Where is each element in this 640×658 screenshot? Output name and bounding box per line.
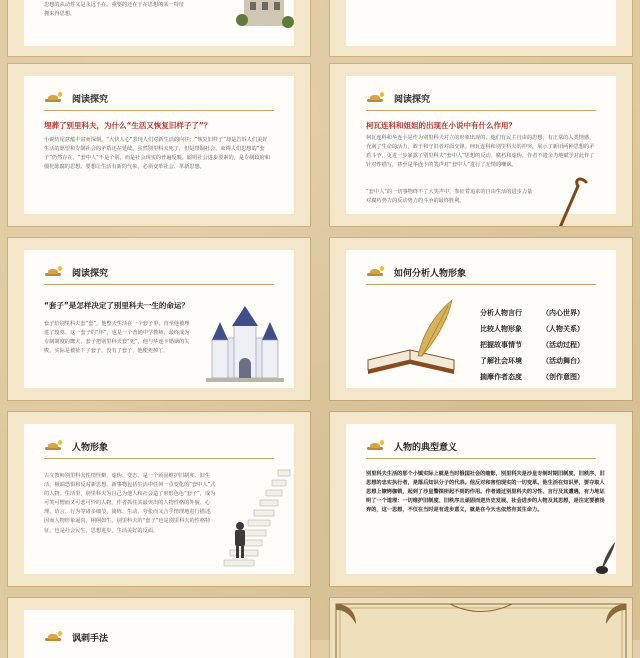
question: “套子”是怎样决定了别里科夫一生的命运？ <box>44 301 189 310</box>
slide-header <box>366 263 466 281</box>
slide-8 <box>8 598 310 658</box>
book-quill-image <box>362 298 462 388</box>
question: 埋葬了别里科夫，为什么“生活又恢复旧样子了”？ <box>44 121 212 130</box>
slide-title: 人物的典型意义 <box>394 442 458 453</box>
body-text: 小说结尾意蕴丰富而深刻。“大快人心”表现人们对新生活的向往；“恢复旧样子”却是告诉人们美好生活的愿望和专制社会的矛盾还在延续。虽然别里科夫死了，但是禁锢社会、束缚人们思想的“套子”仍然存在。“套中人”不是个别，而是社会现实的普遍反映。聪明社会进步要素的，是专制政府和僵化陈腐的思想。要想让生活有新的气象，必须变革社会、革新思想。 <box>44 137 270 171</box>
slide-card <box>24 0 294 46</box>
list-item: 揣摩作者态度 （创作意图） <box>480 373 584 381</box>
oil-lamp-icon <box>366 440 386 452</box>
divider <box>44 284 274 285</box>
staircase-man-image <box>220 454 294 574</box>
slide-card <box>24 250 294 388</box>
list-item: 把握故事情节 （活动过程） <box>480 341 584 349</box>
oil-lamp-icon <box>366 92 386 104</box>
slide-card <box>346 250 616 388</box>
slide-1b-text <box>366 0 566 1</box>
body-text-2: “套中人”的一切事物终不了大笑声中，参征着追求的自由生活的进步力量对腐朽势力的反动势力的斗争的最终胜利。 <box>366 189 533 205</box>
body-text: 古文教师别里科夫性情怪僻、虚伪、变态，是一个顽固维护旧制度、旧生活，极端恐惧和反对新思想、新事物包括生活中任何一点变化的“套中人”式的人物。生活里，别里科夫为自己为他人和社会造了形形色色“套子”，成为可笑可憎而又可悲可怜的人物。作者抓住其最突出的人物性格的外貌、心理、语言、行为等诸多细节，简练、生动、夸张而又合乎情理地进行描述，因而人物形象逼真，栩栩如生。别里科夫的“套子”也是别里科夫的性格特征，也是社会民生，思想进步，生活美好的反面。 <box>44 473 216 534</box>
list-item: 分析人物言行 （内心世界） <box>480 309 584 317</box>
slide-header <box>44 437 108 455</box>
slide-1 <box>8 0 310 56</box>
slide-1b <box>330 0 632 56</box>
analysis-list <box>480 308 584 388</box>
slide-header <box>366 437 457 455</box>
slide-header <box>366 89 430 107</box>
oil-lamp-icon <box>44 92 64 104</box>
slide-card <box>24 424 294 574</box>
slide-title: 阅读探究 <box>72 94 109 105</box>
slide-title: 讽刺手法 <box>72 633 109 644</box>
slide-4 <box>8 238 310 400</box>
slide-3 <box>330 64 632 226</box>
slide-card <box>346 424 616 574</box>
oil-lamp-icon <box>44 266 64 278</box>
slide-header <box>44 628 108 646</box>
oil-lamp-icon <box>44 631 64 643</box>
slide-9 <box>330 598 632 658</box>
slide-header <box>44 89 108 107</box>
slide-header <box>44 263 108 281</box>
slide-card <box>24 76 294 214</box>
slide-title: 人物形象 <box>72 442 109 453</box>
slide-5 <box>330 238 632 400</box>
divider <box>366 458 596 459</box>
divider <box>366 110 596 111</box>
slide-2 <box>8 64 310 226</box>
slide-1-text: 思想的从动性又是永远不在。重要的还在于在思想的某一特征 拥来得思想。 <box>44 2 185 18</box>
slide-title: 阅读探究 <box>72 268 109 279</box>
slide-7 <box>330 412 632 586</box>
building-image <box>236 0 296 30</box>
castle-image <box>204 304 286 384</box>
slide-title: 阅读探究 <box>394 94 431 105</box>
ornate-border-decoration <box>330 598 632 658</box>
oil-lamp-icon <box>44 440 64 452</box>
list-item: 比较人物形象 （人物关系） <box>480 325 584 333</box>
question: 柯瓦连科和姐姐的出现在小说中有什么作用？ <box>366 121 516 130</box>
walking-cane-icon <box>552 176 592 226</box>
slide-card <box>24 610 294 658</box>
oil-lamp-icon <box>366 266 386 278</box>
divider <box>366 284 596 285</box>
body-text: 套子给别里科夫套“套”，他整天生活在一个套子里，直至他被埋进了坟墓。这一套子的“坏”，也是一个普通中学教师，最终成为专制制度的鹰犬，套子把别里科夫套“死”，他与华连卡婚姻的失败，实际是被扯下了套子，没有了套子，他便死掉了。 <box>44 321 190 355</box>
slide-card <box>346 0 616 46</box>
divider <box>44 110 274 111</box>
quill-inkpot-icon <box>594 540 616 576</box>
slide-6 <box>8 412 310 586</box>
slide-title: 如何分析人物形象 <box>394 268 467 279</box>
slide-card <box>346 76 616 214</box>
list-item: 了解社会环境 （活动舞台） <box>480 357 584 365</box>
body-text: 柯瓦连科和华连卡是作为别里科夫对立的形象出现的，他们有民主自由的思想，有正常的人类情感，充满了生命的活力，敢于和守旧者对面交锋。柯瓦连科和别里科夫的冲突，展示了新旧两种思想的矛盾斗争，更进一步暴露了别里科夫“套中人”思想的反动、腐朽和虚伪。作者不遗余力地赋予对此作了针对性描写，甚至是华连卡的笑声对“套中人”进行了无情的嘲讽。 <box>366 135 595 169</box>
body-text: 别里科夫生活的那个小镇实际上就是当时俄国社会的缩影，别里科夫是沙皇专制时期旧制度、旧秩序、旧思想的忠实执行者，是落后知识分子的代表。他反对和害怕现实的一切变革。他生活在知识界，要夺取人思想上镣铐枷锁，起到了沙皇警探所起不到的作用。作者通过别里科夫的习性、言行及其遭遇，有力地证明了一个道理：一切维护旧制度、旧秩序且顽固而逆历史发展、社会进步的人物及其思想，是注定要被扬弃的，这一思想，不仅在当时是有进步意义，就是在今天也依然有其生命力。 <box>366 471 605 514</box>
